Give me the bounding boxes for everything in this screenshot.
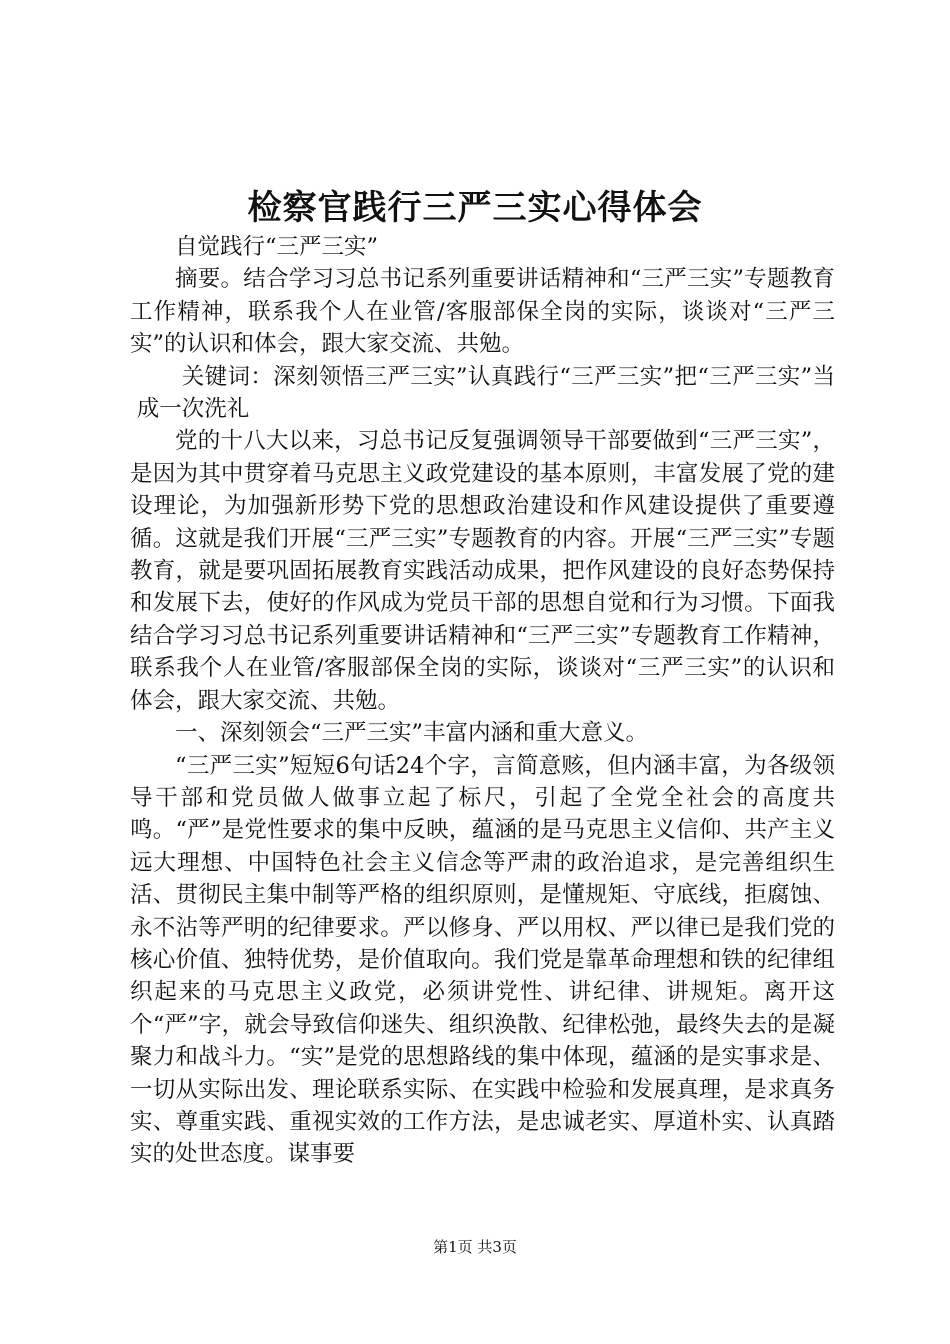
page-footer: 第1页 共3页: [433, 1238, 517, 1256]
keywords-paragraph: 关键词：深刻领悟三严三实”认真践行“三严三实”把“三严三实”当成一次洗礼: [136, 363, 835, 423]
document-title: 检察官践行三严三实心得体会: [247, 188, 703, 228]
abstract-paragraph: 摘要。结合学习习总书记系列重要讲话精神和“三严三实”专题教育工作精神，联系我个人在业管/客服部保全岗的实际，谈谈对“三严三实”的认识和体会，跟大家交流、共勉。: [130, 266, 835, 358]
section-heading-1: 一、深刻领会“三严三实”丰富内涵和重大意义。: [175, 720, 649, 747]
body-paragraph: “三严三实”短短6句话24个字，言简意赅，但内涵丰富，为各级领导干部和党员做人做事立起了标尺，引起了全党全社会的高度共鸣。“严”是党性要求的集中反映，蕴涵的是马克思主义信仰、共产主义远大理想、中国特色社会主义信念等严肃的政治追求，是完善组织生活、贯彻民主集中制等严格的组织原则，是懂规矩、守底线，拒腐蚀、永不沾等严明的纪律要求。严以修身、严以用权、严以律已是我们党的核心价值、独特优势，是价值取向。我们党是靠革命理想和铁的纪律组织起来的马克思主义政党，必须讲党性、讲纪律、讲规矩。离开这个“严”字，就会导致信仰迷失、组织涣散、纪律松弛，最终失去的是凝聚力和战斗力。“实”是党的思想路线的集中体现，蕴涵的是实事求是、一切从实际出发、理论联系实际、在实践中检验和发展真理，是求真务实、尊重实践、重视实效的工作方法，是忠诚老实、厚道朴实、认真踏实的处世态度。谋事要: [130, 752, 835, 1168]
subtitle-paragraph: 自觉践行“三严三实”: [175, 234, 379, 260]
document-body: [130, 231, 835, 1171]
intro-paragraph: 党的十八大以来，习总书记反复强调领导干部要做到“三严三实”，是因为其中贯穿着马克思主义政党建设的基本原则，丰富发展了党的建设理论，为加强新形势下党的思想政治建设和作风建设提供了重要遵循。这就是我们开展“三严三实”专题教育的内容。开展“三严三实”专题教育，就是要巩固拓展教育实践活动成果，把作风建设的良好态势保持和发展下去，使好的作风成为党员干部的思想自觉和行为习惯。下面我结合学习习总书记系列重要讲话精神和“三严三实”专题教育工作精神，联系我个人在业管/客服部保全岗的实际，谈谈对“三严三实”的认识和体会，跟大家交流、共勉。: [130, 428, 835, 714]
